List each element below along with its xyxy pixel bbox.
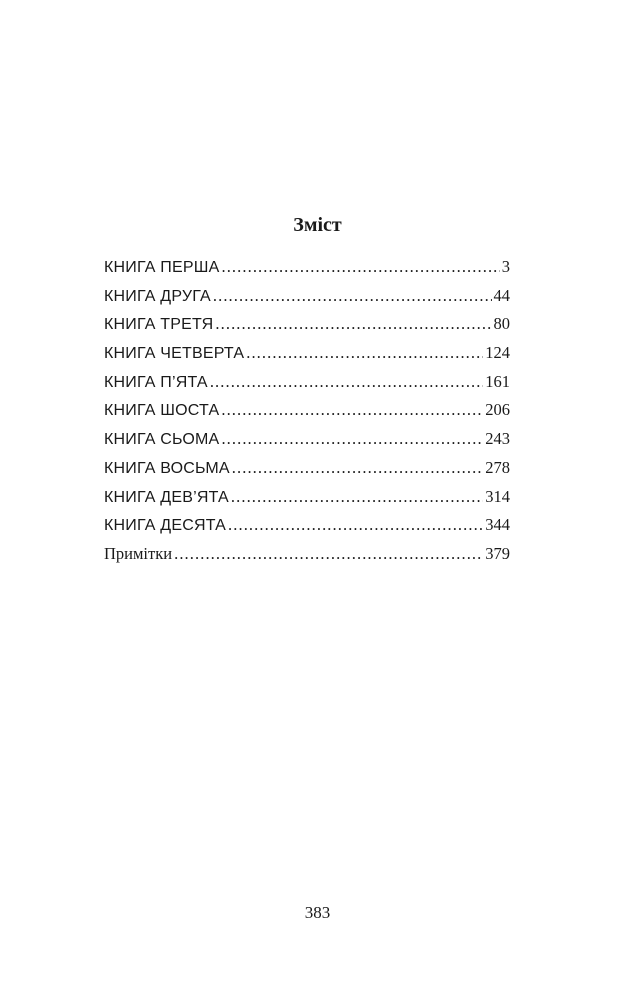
toc-entry[interactable] (104, 483, 510, 512)
toc-entry[interactable] (104, 540, 510, 569)
toc-entry[interactable] (104, 310, 510, 339)
dot-leader (221, 425, 483, 454)
toc-entry-page: 379 (485, 543, 510, 563)
toc-entry-title: Примітки (104, 543, 173, 563)
toc-entry[interactable] (104, 396, 510, 425)
toc-entry-title: КНИГА ДЕВ’ЯТА (104, 488, 229, 506)
toc-entry-title: КНИГА П’ЯТА (104, 373, 208, 391)
toc-entry[interactable] (104, 368, 510, 397)
dot-leader (210, 368, 483, 397)
toc-entry-title: КНИГА СЬОМА (104, 431, 220, 449)
page-number: 383 (304, 903, 331, 922)
dot-leader (221, 253, 499, 282)
toc-entry-page: 161 (485, 371, 510, 391)
toc-entry-page: 124 (485, 343, 510, 363)
toc-entry[interactable] (104, 339, 510, 368)
toc-entry-page: 80 (493, 314, 510, 334)
toc-entry-title: КНИГА ЧЕТВЕРТА (104, 345, 245, 363)
toc-entry-title: КНИГА ПЕРША (104, 259, 220, 276)
toc-entry[interactable] (104, 253, 510, 282)
toc-entry-page: 206 (485, 400, 510, 420)
dot-leader (231, 483, 483, 512)
dot-leader (213, 282, 492, 311)
toc-entry-page: 243 (485, 429, 510, 449)
dot-leader (228, 511, 483, 540)
toc-entry-title: КНИГА ТРЕТЯ (104, 316, 214, 334)
toc-entry[interactable] (104, 454, 510, 483)
dot-leader (221, 396, 483, 425)
dot-leader (246, 339, 483, 368)
table-of-contents (104, 253, 510, 569)
toc-entry-page: 314 (485, 486, 510, 506)
toc-entry-title: КНИГА ВОСЬМА (104, 459, 230, 477)
toc-entry-title: КНИГА ДРУГА (104, 287, 211, 305)
toc-entry-page: 344 (485, 515, 510, 535)
toc-entry[interactable] (104, 425, 510, 454)
toc-entry-page: 3 (501, 257, 510, 276)
toc-entry-page: 44 (493, 285, 510, 305)
toc-entry-title: КНИГА ДЕСЯТА (104, 517, 227, 535)
dot-leader (232, 454, 483, 483)
toc-entry-title: КНИГА ШОСТА (104, 402, 220, 420)
dot-leader (174, 540, 483, 569)
page-title: Зміст (293, 214, 342, 236)
toc-entry[interactable] (104, 282, 510, 311)
dot-leader (215, 310, 491, 339)
toc-entry[interactable] (104, 511, 510, 540)
toc-entry-page: 278 (485, 457, 510, 477)
